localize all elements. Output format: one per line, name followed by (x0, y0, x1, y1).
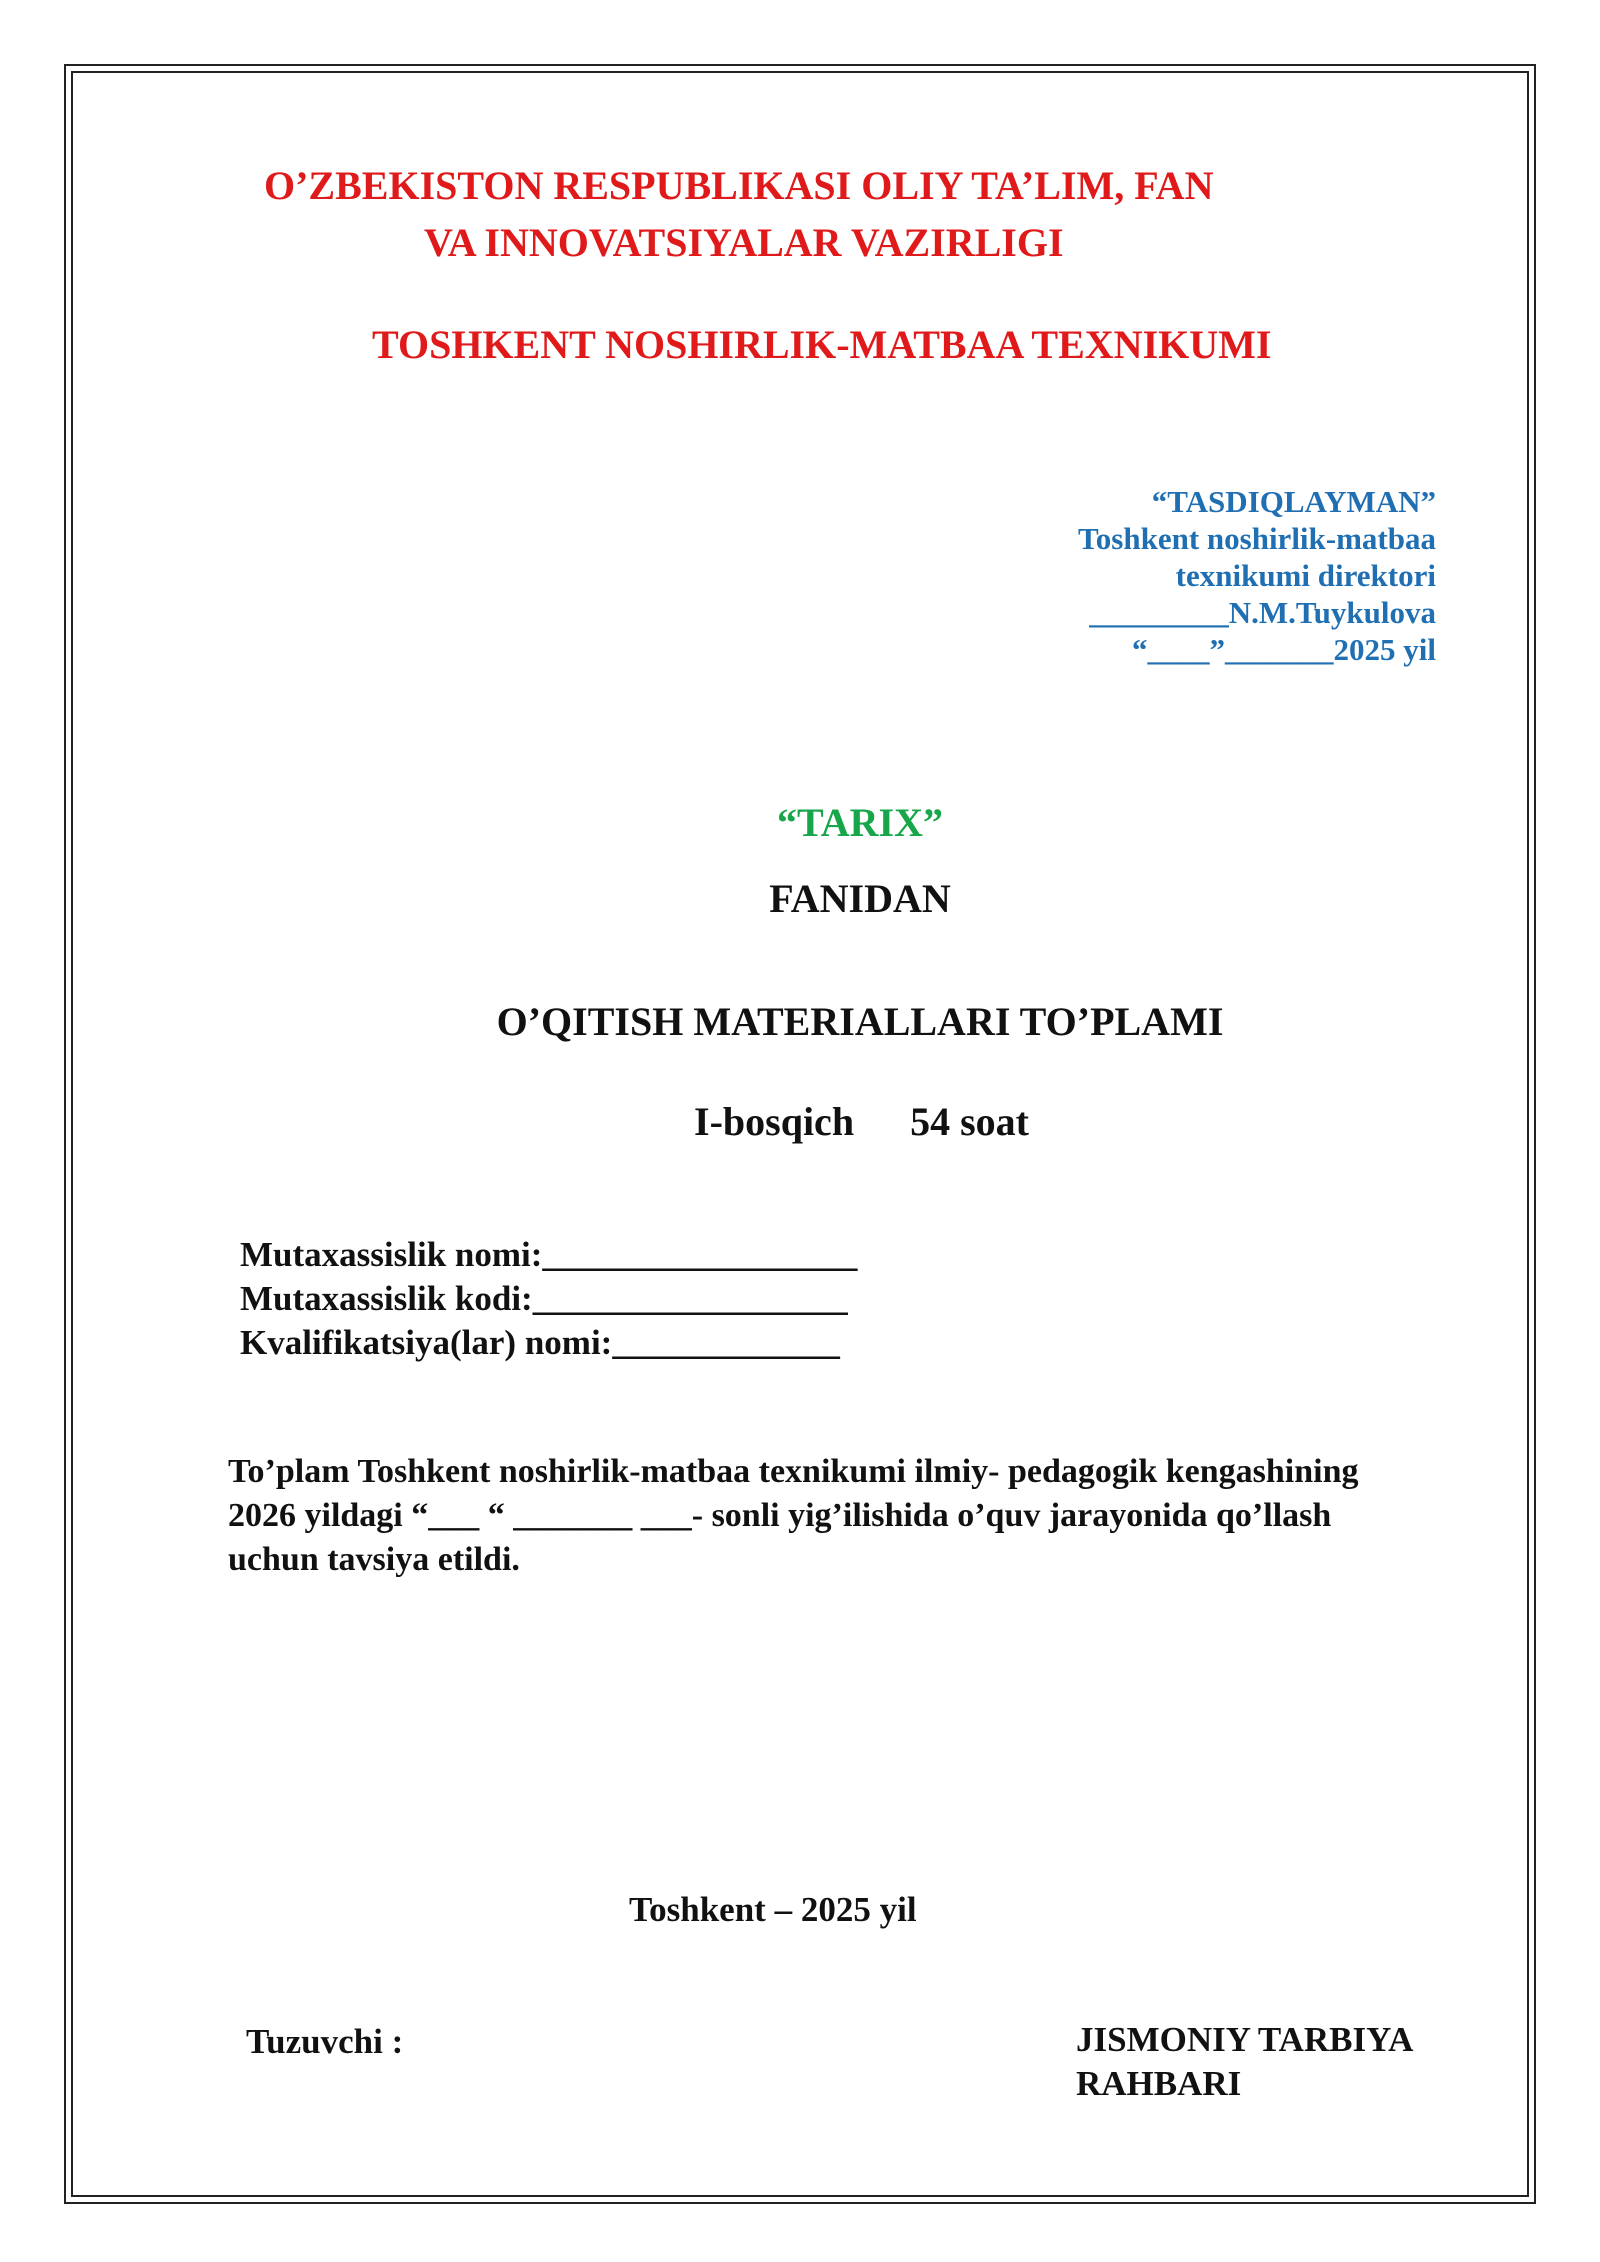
hours-label: 54 soat (910, 1099, 1029, 1144)
specialty-name-field: Mutaxassislik nomi:__________________ (240, 1235, 858, 1274)
stage-hours-line (694, 1099, 1029, 1144)
approval-signature: _________N.M.Tuykulova (1089, 595, 1436, 630)
subject-title: “TARIX” (777, 800, 943, 845)
specialty-code-field: Mutaxassislik kodi:__________________ (240, 1279, 848, 1318)
approval-title: “TASDIQLAYMAN” (1151, 484, 1436, 519)
collection-title: O’QITISH MATERIALLARI TO’PLAMI (496, 999, 1224, 1044)
stage-label: I-bosqich (694, 1099, 855, 1144)
compiler-label: Tuzuvchi : (246, 2022, 404, 2061)
ministry-line-1: O’ZBEKISTON RESPUBLIKASI OLIY TA’LIM, FAN (264, 163, 1214, 208)
recommendation-line-3: uchun tavsiya etildi. (228, 1541, 520, 1578)
qualification-field: Kvalifikatsiya(lar) nomi:_____________ (240, 1323, 840, 1362)
place-year: Toshkent – 2025 yil (629, 1890, 917, 1929)
approval-date: “____”_______2025 yil (1132, 632, 1436, 667)
role-line-2: RAHBARI (1076, 2064, 1242, 2103)
recommendation-line-2: 2026 yildagi “___ “ _______ ___- sonli yig’ilishida o’quv jarayonida qo’llash (228, 1497, 1332, 1534)
approval-line-2: texnikumi direktori (1175, 558, 1436, 593)
recommendation-line-1: To’plam Toshkent noshirlik-matbaa texnikumi ilmiy- pedagogik kengashining (228, 1453, 1359, 1490)
recommendation-paragraph (228, 1450, 1490, 1582)
ministry-line-2: VA INNOVATSIYALAR VAZIRLIGI (424, 220, 1064, 265)
subject-suffix: FANIDAN (769, 876, 951, 921)
role-line-1: JISMONIY TARBIYA (1076, 2020, 1414, 2059)
approval-block (736, 483, 1436, 668)
approval-line-1: Toshkent noshirlik-matbaa (1077, 521, 1436, 556)
institution-name: TOSHKENT NOSHIRLIK-MATBAA TEXNIKUMI (372, 322, 1272, 367)
